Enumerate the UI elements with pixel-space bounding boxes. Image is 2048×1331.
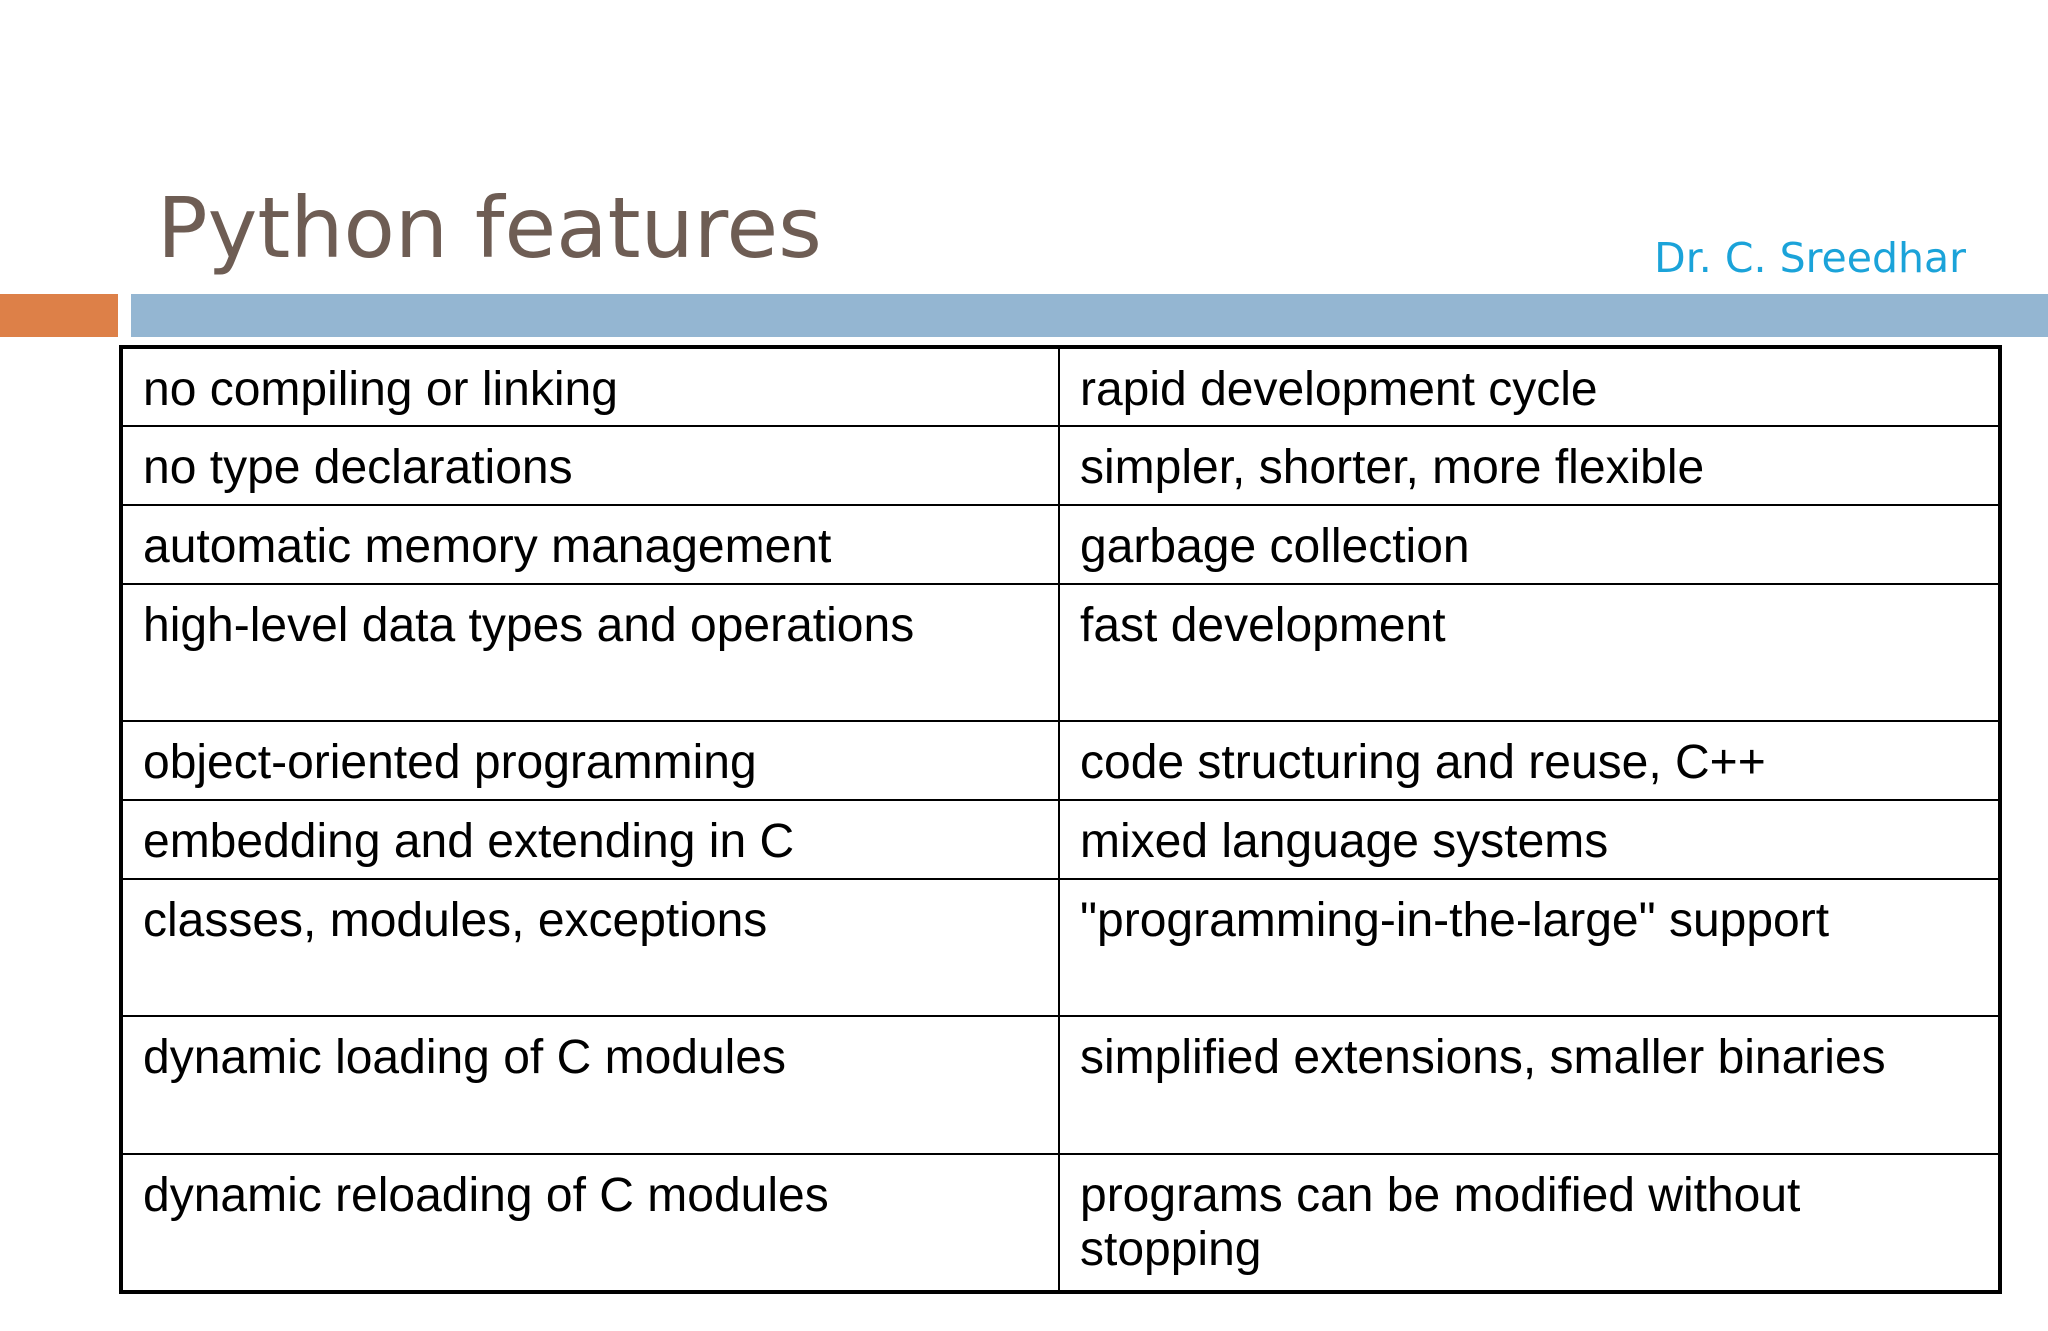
table-row: [121, 879, 2000, 1016]
table-row: [121, 584, 2000, 721]
table-row: [121, 505, 2000, 584]
benefit-cell: rapid development cycle: [1059, 347, 2000, 426]
benefit-cell: programs can be modified without stopping: [1059, 1154, 2000, 1292]
benefit-cell: mixed language systems: [1059, 800, 2000, 879]
benefit-cell: "programming-in-the-large" support: [1059, 879, 2000, 1016]
feature-cell: classes, modules, exceptions: [121, 879, 1059, 1016]
feature-cell: dynamic loading of C modules: [121, 1016, 1059, 1154]
table-row: [121, 347, 2000, 426]
feature-cell: dynamic reloading of C modules: [121, 1154, 1059, 1292]
slide-title: Python features: [157, 179, 822, 277]
feature-cell: high-level data types and operations: [121, 584, 1059, 721]
table-row: [121, 1016, 2000, 1154]
benefit-cell: garbage collection: [1059, 505, 2000, 584]
table-row: [121, 721, 2000, 800]
feature-cell: automatic memory management: [121, 505, 1059, 584]
benefit-cell: code structuring and reuse, C++: [1059, 721, 2000, 800]
table-row: [121, 426, 2000, 505]
feature-cell: embedding and extending in C: [121, 800, 1059, 879]
feature-cell: no compiling or linking: [121, 347, 1059, 426]
accent-bar-orange: [0, 294, 118, 337]
accent-bar-blue: [131, 294, 2048, 337]
features-table: [119, 345, 2002, 1294]
benefit-cell: fast development: [1059, 584, 2000, 721]
author-name: Dr. C. Sreedhar: [1654, 234, 1966, 282]
table-row: [121, 1154, 2000, 1292]
feature-cell: no type declarations: [121, 426, 1059, 505]
benefit-cell: simplified extensions, smaller binaries: [1059, 1016, 2000, 1154]
feature-cell: object-oriented programming: [121, 721, 1059, 800]
table-row: [121, 800, 2000, 879]
benefit-cell: simpler, shorter, more flexible: [1059, 426, 2000, 505]
